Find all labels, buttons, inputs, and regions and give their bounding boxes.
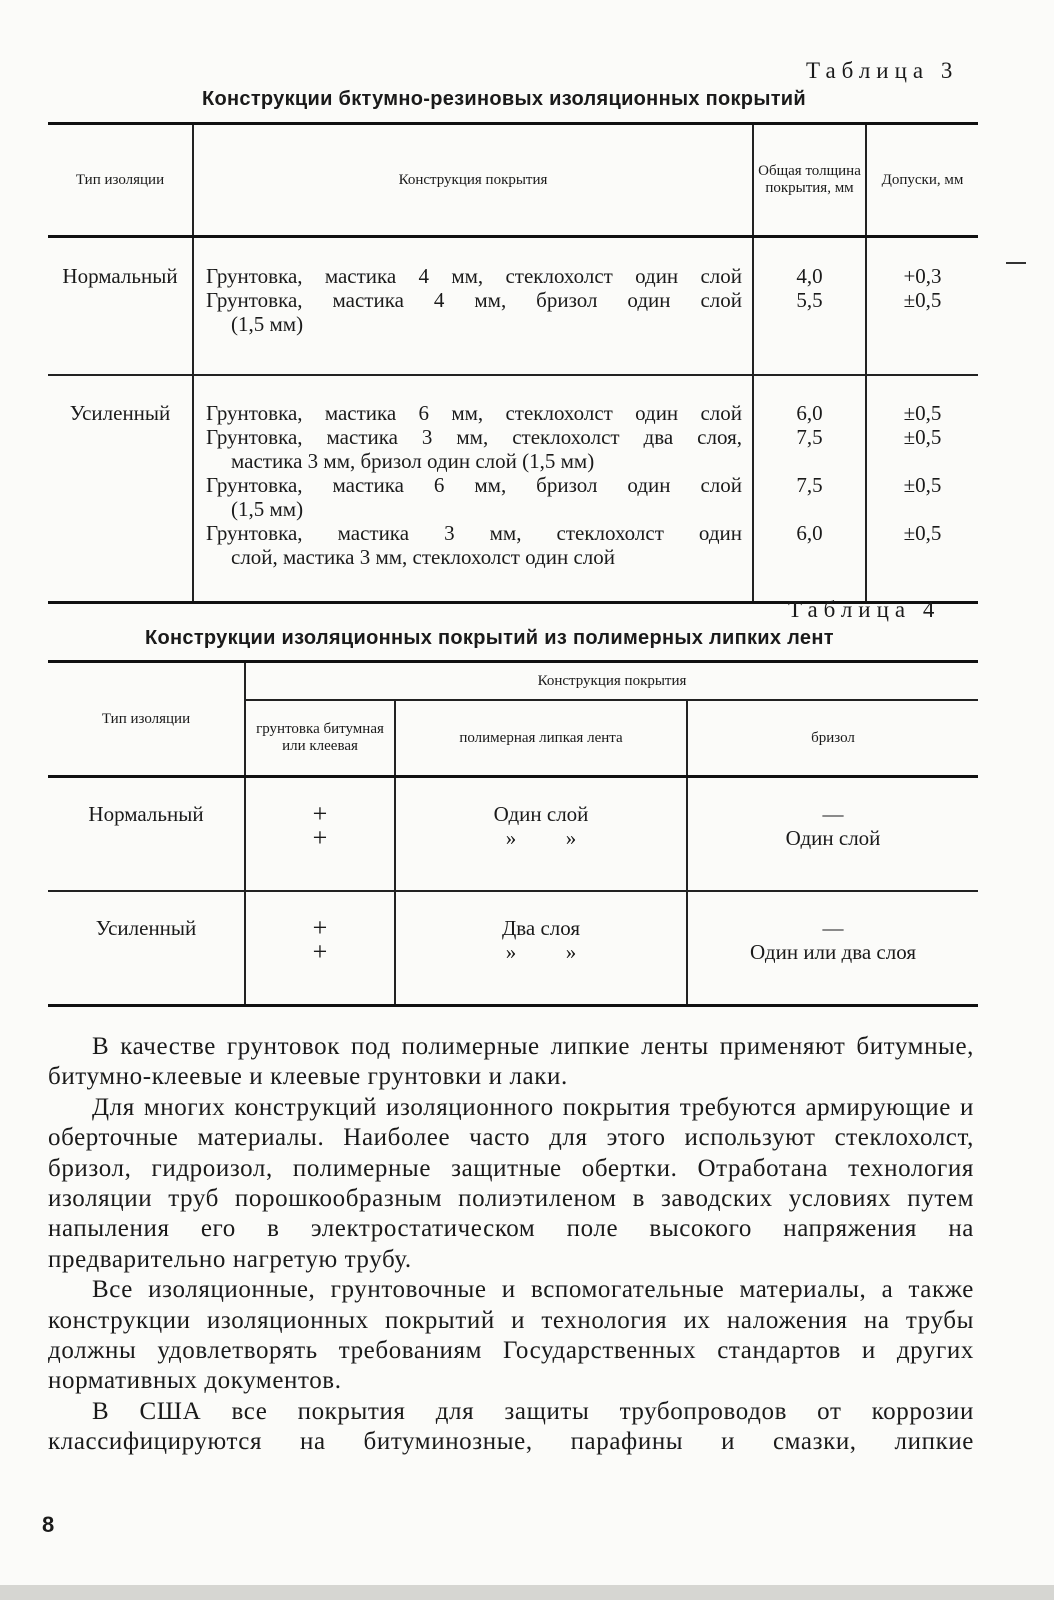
t3-item — [206, 288, 742, 336]
t4-brizol-value: — — [822, 802, 844, 826]
t3-item-text: Грунтовка, мастика 4 мм, бризол один слой — [206, 288, 742, 312]
paragraph: В США все покрытия для защиты трубопроводов от коррозии классифицируются на битуминозные, парафины и смазки, липкие — [48, 1397, 974, 1456]
t4-tape-ditto — [396, 826, 686, 850]
t3-item — [206, 521, 742, 569]
t3-thickness-value: 7,5 — [796, 425, 823, 449]
t3-thickness-value: 4,0 — [796, 264, 823, 288]
t4-row-tape — [395, 891, 687, 1006]
t3-thickness-value: 7,5 — [796, 473, 823, 497]
t3-item-continuation: слой, мастика 3 мм, стеклохолст один слой — [231, 545, 615, 569]
table3-label: Таблица 3 — [806, 58, 959, 83]
page-number: 8 — [42, 1512, 55, 1537]
table3-title: Конструкции бктумно-резиновых изоляционных покрытий — [202, 88, 806, 110]
t3-row-construction — [193, 237, 753, 376]
t3-thickness-value: 6,0 — [796, 401, 823, 425]
table4-title: Конструкции изоляционных покрытий из полимерных липких лент — [145, 627, 834, 649]
t4-header-brizol: бризол — [687, 700, 978, 777]
t4-row-brizol — [687, 891, 978, 1006]
t4-primer-mark: + — [312, 913, 328, 942]
t3-tolerance-value: ±0,5 — [903, 288, 942, 312]
t3-row-type: Усиленный — [69, 401, 171, 425]
t3-row-type: Нормальный — [48, 237, 193, 376]
t3-row-thickness — [753, 375, 866, 603]
table4 — [48, 660, 978, 1007]
t4-brizol-value: Один или два слоя — [750, 940, 916, 964]
t3-thickness-value: 6,0 — [796, 521, 823, 545]
t4-row-type: Усиленный — [95, 916, 197, 940]
t3-item-text: Грунтовка, мастика 4 мм, стеклохолст один слой — [206, 264, 742, 288]
table-row — [48, 375, 978, 603]
t3-item — [206, 425, 742, 473]
t3-row-construction — [193, 375, 753, 603]
t3-header-type: Тип изоляции — [48, 124, 193, 237]
t3-item — [206, 473, 742, 521]
t3-item-text: Грунтовка, мастика 6 мм, бризол один слой — [206, 473, 742, 497]
scan-edge — [0, 1585, 1054, 1600]
t4-header-type: Тип изоляции — [48, 662, 245, 777]
t3-thickness-value: 5,5 — [796, 288, 823, 312]
t4-tape-ditto — [396, 940, 686, 964]
t4-brizol-value: — — [822, 916, 844, 940]
t3-tolerance-value: ±0,5 — [903, 521, 942, 545]
ditto-mark: » — [565, 826, 577, 850]
margin-mark — [1006, 262, 1026, 264]
t3-header-tolerance: Допуски, мм — [866, 124, 978, 237]
t3-item-continuation: (1,5 мм) — [231, 497, 304, 521]
t3-tolerance-value: +0,3 — [903, 264, 942, 288]
t3-header-construction: Конструкция покрытия — [193, 124, 753, 237]
t3-row-tolerance — [866, 375, 978, 603]
t4-header-group: Конструкция покрытия — [245, 662, 978, 701]
t3-item-text: Грунтовка, мастика 6 мм, стеклохолст один слой — [206, 401, 742, 425]
paragraph: Для многих конструкций изоляционного покрытия требуются армирующие и оберточные материалы. Наиболее часто для этого используют стеклохолст, бризол, гидроизол, полимерные защитные обертки. Отработана технология изоляции труб порошкообразным полиэтиленом в заводских условиях путем напыления его в электростатическом поле высокого напряжения на предварительно нагретую трубу. — [48, 1093, 974, 1273]
t4-primer-mark: + — [312, 823, 328, 852]
paragraph: Все изоляционные, грунтовочные и вспомогательные материалы, а также конструкции изоляционных покрытий и технология их наложения на трубы должны удовлетворять требованиям Государственных стандартов и других нормативных документов. — [48, 1276, 974, 1395]
t3-item — [206, 401, 742, 425]
table4-label: Таблица 4 — [788, 597, 941, 622]
table3 — [48, 122, 978, 604]
t3-item-text: Грунтовка, мастика 3 мм, стеклохолст один — [206, 521, 742, 545]
t4-header-primer: грунтовка битумная или клеевая — [245, 700, 395, 777]
t3-tolerance-value: ±0,5 — [903, 425, 942, 449]
t3-tolerance-value: ±0,5 — [903, 473, 942, 497]
t3-row-tolerance — [866, 237, 978, 376]
ditto-mark: » — [565, 940, 577, 964]
t4-row-primer — [245, 777, 395, 892]
t3-row-thickness — [753, 237, 866, 376]
t4-brizol-value: Один слой — [785, 826, 881, 850]
t4-header-tape: полимерная липкая лента — [395, 700, 687, 777]
t3-item-continuation: (1,5 мм) — [231, 312, 304, 336]
table-row — [48, 891, 978, 1006]
body-text — [48, 1032, 974, 1458]
t4-primer-mark: + — [312, 937, 328, 966]
t4-row-primer — [245, 891, 395, 1006]
t4-row-tape — [395, 777, 687, 892]
ditto-mark: » — [505, 940, 517, 964]
t4-row-type: Нормальный — [48, 777, 245, 892]
paragraph: В качестве грунтовок под полимерные липкие ленты применяют битумные, битумно-клеевые и клеевые грунтовки и лаки. — [48, 1033, 974, 1091]
t3-item-text: Грунтовка, мастика 3 мм, стеклохолст два слоя, — [206, 425, 742, 449]
t4-primer-mark: + — [312, 799, 328, 828]
ditto-mark: » — [505, 826, 517, 850]
t4-row-brizol — [687, 777, 978, 892]
t3-header-thickness: Общая толщина покрытия, мм — [753, 124, 866, 237]
table-row — [48, 777, 978, 892]
t3-item-continuation: мастика 3 мм, бризол один слой (1,5 мм) — [231, 449, 595, 473]
t3-item — [206, 264, 742, 288]
t4-tape-value: Два слоя — [501, 916, 581, 940]
table-row — [48, 237, 978, 376]
t3-tolerance-value: ±0,5 — [903, 401, 942, 425]
t4-tape-value: Один слой — [493, 802, 589, 826]
